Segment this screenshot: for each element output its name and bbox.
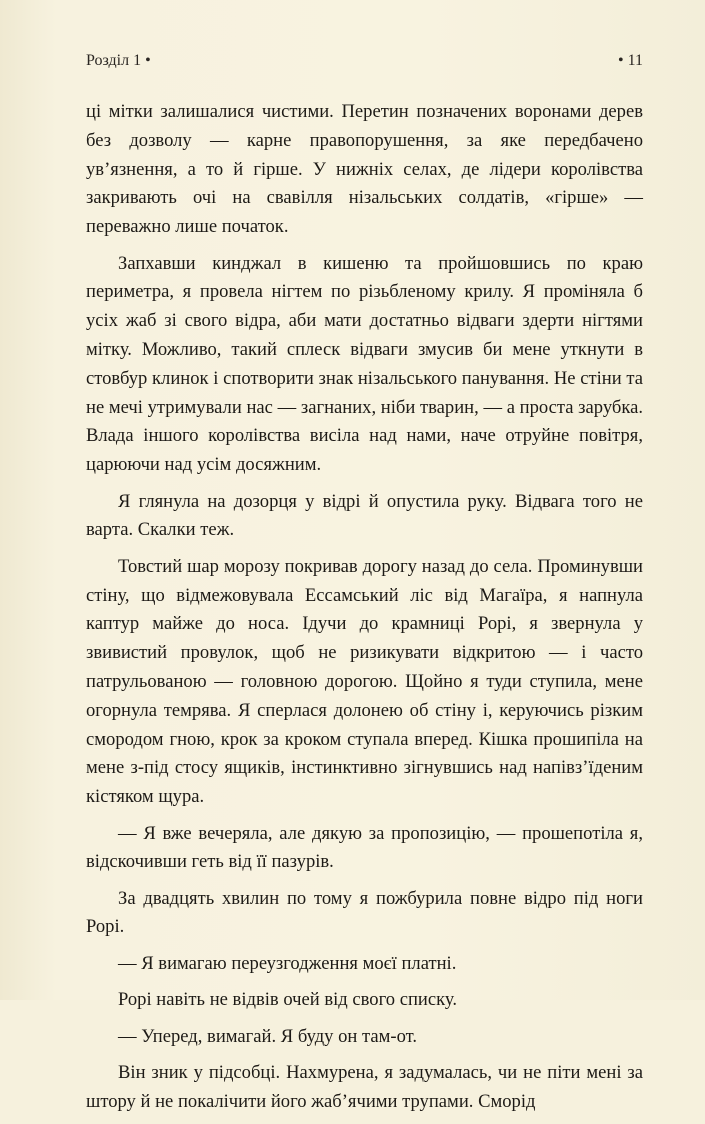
paragraph: Запхавши кинджал в кишеню та пройшовшись по краю периметра, я провела нігтем по різьбленому крилу. Я проміняла б усіх жаб зі свого відра, аби мати достатньо відваги здерти нігтями мітку. Можливо, такий сплеск відваги змусив би мене уткнути в стовбур клинок і спотворити знак нізальського панування. Не стіни та не мечі утримували нас — загнаних, ніби тварин, — а проста зарубка. Влада іншого королівства висіла над нами, наче отруйне повітря, царюючи над усім досяжним.: [86, 252, 643, 476]
paragraph: — Я вже вечеряла, але дякую за пропозицію, — прошепотіла я, відскочивши геть від її пазурів.: [86, 822, 643, 873]
paragraph: ці мітки залишалися чистими. Перетин позначених воронами дерев без дозволу — карне правопорушення, за яке передбачено ув’язнення, а то й гірше. У нижніх селах, де лідери королівства закривають очі на свавілля нізальських солдатів, «гірше» — переважно лише початок.: [86, 101, 643, 238]
paragraph: Товстий шар морозу покривав дорогу назад до села. Проминувши стіну, що відмежовувала Ессамський ліс від Магаїра, я напнула каптур майже до носа. Ідучи до крамниці Рорі, я звернула у звивистий провулок, щоб не ризикувати відкритою — і часто патрульованою — головною дорогою. Щойно я туди ступила, мене огорнула темрява. Я сперлася долонею об стіну і, керуючись різким смородом гною, крок за кроком ступала вперед. Кішка прошипіла на мене з-під стосу ящиків, інстинктивно зігнувшись над напівз’їденим кістяком щура.: [86, 555, 643, 808]
paragraph: За двадцять хвилин по тому я пожбурила повне відро під ноги Рорі.: [86, 887, 643, 938]
paragraph: Рорі навіть не відвів очей від свого списку.: [118, 989, 457, 1011]
body-text: [86, 98, 643, 1124]
page-number: • 11: [617, 52, 643, 69]
running-head: [86, 52, 643, 76]
chapter-label: Розділ 1 •: [86, 52, 151, 69]
paragraph: Я глянула на дозорця у відрі й опустила руку. Відвага того не варта. Скалки теж.: [86, 490, 643, 541]
paragraph: — Я вимагаю переузгодження моєї платні.: [118, 952, 457, 974]
paragraph: — Уперед, вимагай. Я буду он там-от.: [118, 1025, 418, 1047]
paragraph: Він зник у підсобці. Нахмурена, я задумалась, чи не піти мені за штору й не покалічити його жаб’ячими трупами. Сморід: [86, 1062, 643, 1112]
